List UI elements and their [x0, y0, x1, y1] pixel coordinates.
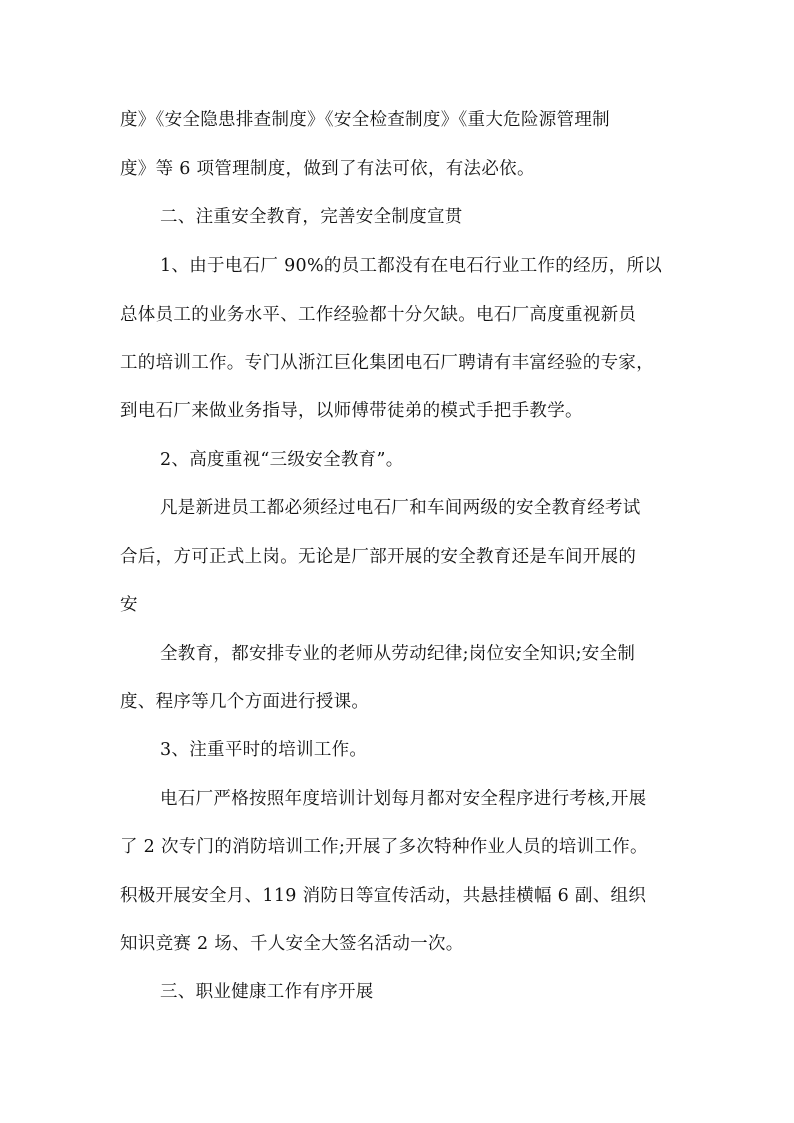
paragraph-line: 电石厂严格按照年度培训计划每月都对安全程序进行考核,开展 — [160, 789, 647, 809]
paragraph-line: 度》《安全隐患排查制度》《安全检查制度》《重大危险源管理制 — [120, 110, 610, 130]
subsection-heading: 3、注重平时的培训工作。 — [160, 740, 368, 760]
paragraph-line: 度、程序等几个方面进行授课。 — [120, 692, 370, 712]
paragraph-line: 1、由于电石厂 90%的员工都没有在电石行业工作的经历，所以 — [160, 256, 663, 276]
paragraph-line: 全教育，都安排专业的老师从劳动纪律;岗位安全知识;安全制 — [160, 644, 636, 664]
paragraph-line: 总体员工的业务水平、工作经验都十分欠缺。电石厂高度重视新员 — [120, 305, 637, 325]
paragraph-line: 工的培训工作。专门从浙江巨化集团电石厂聘请有丰富经验的专家， — [120, 353, 654, 373]
section-heading: 三、职业健康工作有序开展 — [160, 982, 374, 1002]
paragraph-line: 知识竞赛 2 场、千人安全大签名活动一次。 — [120, 934, 464, 954]
paragraph-line: 凡是新进员工都必须经过电石厂和车间两级的安全教育经考试 — [160, 498, 641, 518]
paragraph-line: 安 — [120, 595, 138, 615]
section-heading: 二、注重安全教育，完善安全制度宣贯 — [160, 207, 463, 227]
paragraph-line: 了 2 次专门的消防培训工作;开展了多次特种作业人员的培训工作。 — [120, 837, 648, 857]
paragraph-line: 合后，方可正式上岗。无论是厂部开展的安全教育还是车间开展的 — [120, 547, 637, 567]
subsection-heading: 2、高度重视“三级安全教育”。 — [160, 450, 404, 470]
paragraph-line: 到电石厂来做业务指导，以师傅带徒弟的模式手把手教学。 — [120, 401, 583, 421]
paragraph-line: 积极开展安全月、119 消防日等宣传活动，共悬挂横幅 6 副、组织 — [120, 886, 647, 906]
paragraph-line: 度》等 6 项管理制度，做到了有法可依，有法必依。 — [120, 159, 535, 179]
